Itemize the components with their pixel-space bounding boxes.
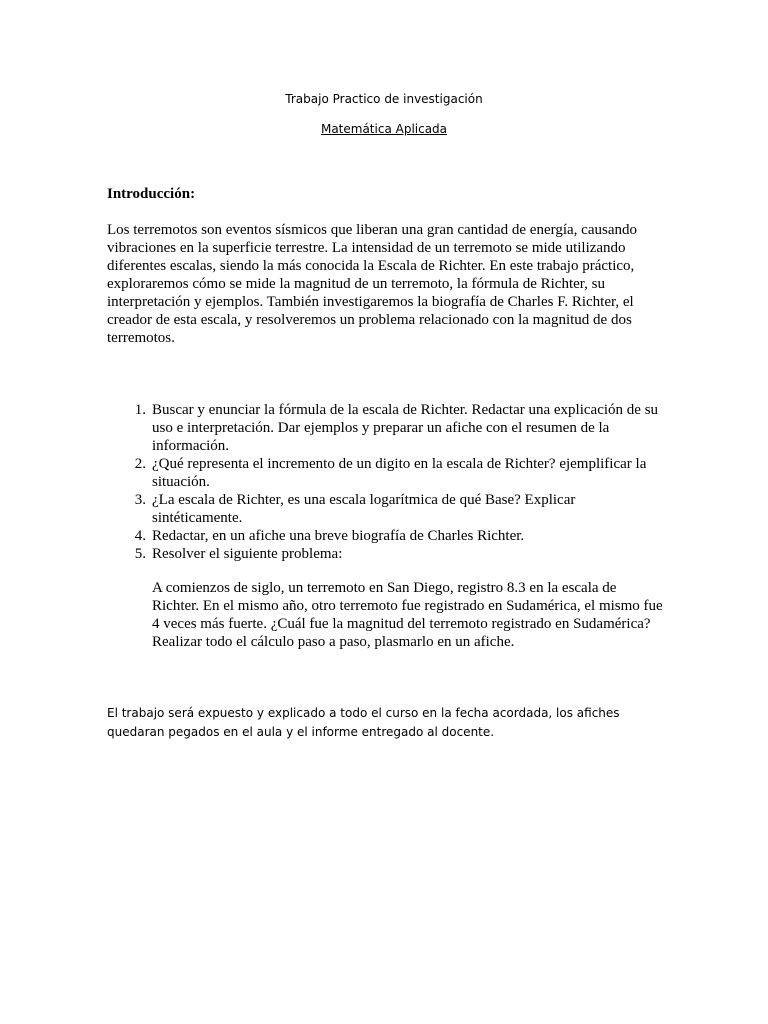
task-item <box>107 545 667 563</box>
section-heading: Introducción: <box>107 186 196 202</box>
document-subtitle: Matemática Aplicada <box>320 122 448 136</box>
task-text: ¿La escala de Richter, es una escala logarítmica de qué Base? Explicar sintéticamente. <box>152 492 576 526</box>
task-text: Resolver el siguiente problema: <box>152 546 343 562</box>
document-title: Trabajo Practico de investigación <box>285 92 483 106</box>
task-number: 1. <box>134 402 146 418</box>
task-number: 2. <box>134 456 146 472</box>
task-text: ¿Qué representa el incremento de un digito en la escala de Richter? ejemplificar la situación. <box>152 456 647 490</box>
problem-statement: A comienzos de siglo, un terremoto en San Diego, registro 8.3 en la escala de Richter. En el mismo año, otro terremoto fue registrado en Sudamérica, el mismo fue 4 veces más fuerte. ¿Cuál fue la magnitud del terremoto registrado en Sudamérica? Realizar todo el cálculo paso a paso, plasmarlo en un afiche. <box>152 580 663 650</box>
closing-note: El trabajo será expuesto y explicado a todo el curso en la fecha acordada, los afiches quedaran pegados en el aula y el informe entregado al docente. <box>107 706 620 739</box>
task-item <box>107 491 667 527</box>
task-item <box>107 527 667 545</box>
task-item <box>107 401 667 455</box>
intro-paragraph: Los terremotos son eventos sísmicos que liberan una gran cantidad de energía, causando vibraciones en la superficie terrestre. La intensidad de un terremoto se mide utilizando diferentes escalas, siendo la más conocida la Escala de Richter. En este trabajo práctico, exploraremos cómo se mide la magnitud de un terremoto, la fórmula de Richter, su interpretación y ejemplos. También investigaremos la biografía de Charles F. Richter, el creador de esta escala, y resolveremos un problema relacionado con la magnitud de dos terremotos. <box>107 222 637 346</box>
task-number: 4. <box>134 528 146 544</box>
task-item <box>107 455 667 491</box>
task-number: 3. <box>134 492 146 508</box>
task-list <box>107 401 667 563</box>
task-text: Buscar y enunciar la fórmula de la escala de Richter. Redactar una explicación de su uso e interpretación. Dar ejemplos y preparar un afiche con el resumen de la información. <box>152 402 659 454</box>
task-number: 5. <box>134 546 146 562</box>
task-text: Redactar, en un afiche una breve biografía de Charles Richter. <box>152 528 525 544</box>
